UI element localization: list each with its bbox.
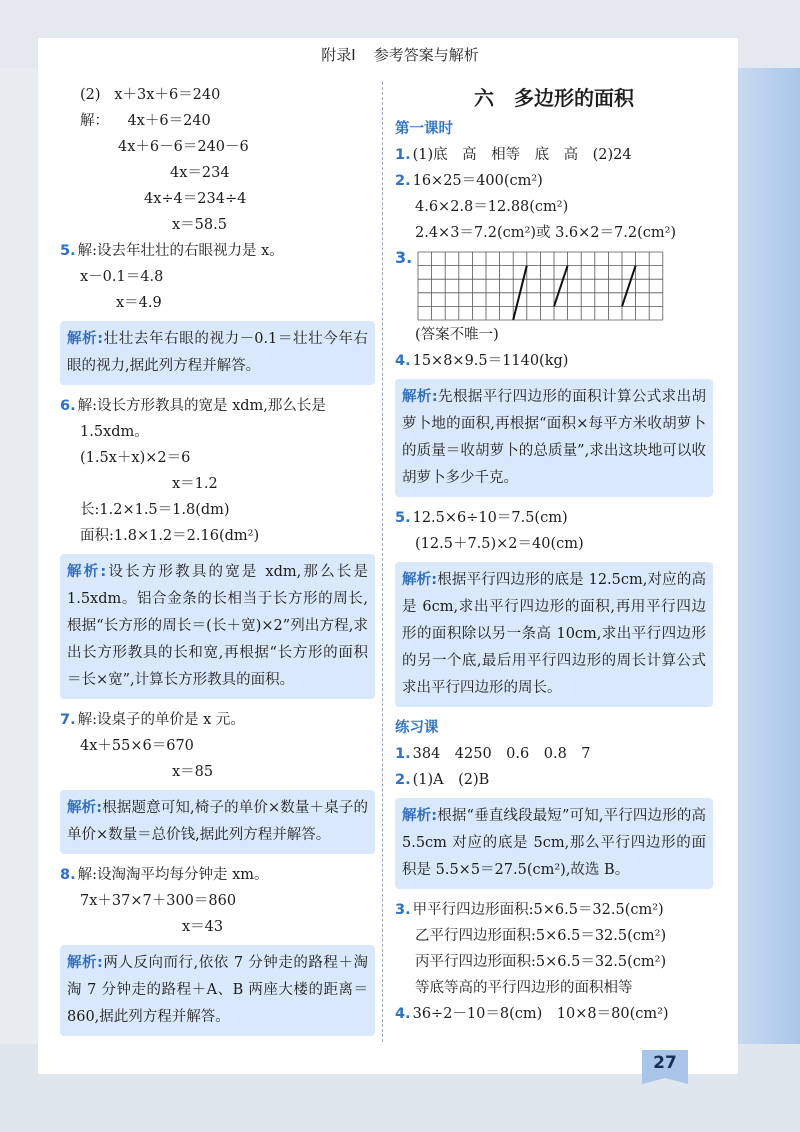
question-6 (60, 393, 375, 419)
analysis-box-8 (60, 945, 375, 1036)
analysis-text: 两人反向而行,依依 7 分钟走的路程＋淘淘 7 分钟走的路程＋A、B 两座大楼的距离＝860,据此列方程并解答。 (67, 955, 368, 1025)
answer-number: 3. (395, 902, 411, 918)
equation-step: x＝43 (182, 919, 224, 935)
answer-number: 2. (395, 772, 411, 788)
solution-line (60, 108, 375, 134)
answer-number: 2. (395, 173, 411, 189)
equation-step: x＝1.2 (172, 476, 218, 492)
answer-1 (395, 142, 713, 168)
parallelogram-side (554, 266, 568, 307)
answer-text: (1)A (2)B (412, 772, 490, 788)
analysis-label: 解析: (67, 800, 103, 816)
analysis-text: 设长方形教具的宽是 xdm,那么长是1.5xdm。铝合金条的长相当于长方形的周长,根据“长方形的周长＝(长＋宽)×2”列出方程,求出长方形教具的长和宽,再根据“长方形的面积＝长×宽”,计算长方形教具的面积。 (67, 564, 368, 688)
question-8 (60, 862, 375, 888)
analysis-label: 解析: (402, 808, 438, 824)
answer-5 (395, 505, 713, 531)
answer-2 (395, 168, 713, 194)
answer-text: 4.6×2.8＝12.88(cm²) (415, 199, 569, 215)
answer-text: 2.4×3＝7.2(cm²)或 3.6×2＝7.2(cm²) (415, 225, 677, 241)
answer-number: 4. (395, 353, 411, 369)
analysis-text: 根据平行四边形的底是 12.5cm,对应的高是 6cm,求出平行四边形的面积,再用平行四边形的面积除以另一条高 10cm,求出平行四边形的另一个底,最后用平行四边形的周长计算公式求出平行四边形的周长。 (402, 572, 706, 696)
question-number: 5. (60, 243, 76, 259)
analysis-label: 解析: (402, 572, 438, 588)
equation-step: 4x＋55×6＝670 (80, 738, 194, 754)
question-7 (60, 707, 375, 733)
question-number: 7. (60, 712, 76, 728)
analysis-text: 先根据平行四边形的面积计算公式求出胡萝卜地的面积,再根据“面积×每平方米收胡萝卜的质量＝收胡萝卜的总质量”,求出这块地可以收胡萝卜多少千克。 (402, 389, 706, 486)
analysis-box-5 (60, 321, 375, 385)
equation-step: x＝58.5 (172, 217, 227, 233)
lesson-heading: 练习课 (395, 720, 439, 736)
equation-text: x＋3x＋6＝240 (114, 87, 221, 103)
page-number: 27 (653, 1053, 677, 1073)
equation-step: x－0.1＝4.8 (80, 269, 164, 285)
analysis-text: 根据“垂直线段最短”可知,平行四边形的高 5.5cm 对应的底是 5cm,那么平行四边形的面积是 5.5×5＝27.5(cm²),故选 B。 (402, 808, 706, 878)
question-text-cont: 1.5xdm。 (80, 424, 149, 440)
right-band (738, 68, 800, 1128)
equation-step: x＝4.9 (116, 295, 162, 311)
question-text: 解:设淘淘平均每分钟走 xm。 (77, 867, 269, 883)
analysis-box-r5 (395, 562, 713, 707)
equation-problem (60, 82, 375, 108)
answer-number: 3. (395, 248, 413, 267)
answer-text: 乙平行四边形面积:5×6.5＝32.5(cm²) (415, 928, 667, 944)
equation-step: 4x÷4＝234÷4 (144, 191, 247, 207)
page-header (0, 44, 800, 65)
question-number: 6. (60, 398, 76, 414)
practice-2 (395, 767, 713, 793)
equation-step: 4x＋6＝240 (127, 113, 211, 129)
equation-step: 4x＋6－6＝240－6 (118, 139, 249, 155)
answer-text: 15×8×9.5＝1140(kg) (412, 353, 569, 369)
equation-step: 长:1.2×1.5＝1.8(dm) (80, 502, 230, 518)
equation-step: 7x＋37×7＋300＝860 (80, 893, 237, 909)
equation-label: (2) (80, 87, 101, 103)
page-number-tab (640, 1048, 690, 1082)
analysis-box-7 (60, 790, 375, 854)
solution-label: 解： (80, 113, 109, 129)
answer-text: 甲平行四边形面积:5×6.5＝32.5(cm²) (412, 902, 664, 918)
practice-1 (395, 741, 713, 767)
lesson-heading: 第一课时 (395, 121, 453, 137)
answer-number: 5. (395, 510, 411, 526)
equation-step: 4x＝234 (170, 165, 230, 181)
header-appendix: 附录Ⅰ (321, 46, 356, 64)
answer-number: 4. (395, 1006, 411, 1022)
question-5 (60, 238, 375, 264)
parallelogram-side (622, 266, 636, 307)
column-divider (382, 82, 383, 1042)
equation-step: 面积:1.8×1.2＝2.16(dm²) (80, 528, 260, 544)
answer-text: 36÷2－10＝8(cm) 10×8＝80(cm²) (412, 1006, 669, 1022)
analysis-text: 根据题意可知,椅子的单价×数量＋桌子的单价×数量＝总价钱,据此列方程并解答。 (67, 800, 368, 843)
analysis-text: 壮壮去年右眼的视力－0.1＝壮壮今年右眼的视力,据此列方程并解答。 (67, 331, 368, 374)
section-title: 六 多边形的面积 (474, 86, 634, 110)
question-text: 解:设长方形教具的宽是 xdm,那么长是 (77, 398, 326, 414)
question-number: 8. (60, 867, 76, 883)
answer-number: 1. (395, 147, 411, 163)
header-title: 参考答案与解析 (373, 46, 479, 64)
parallelogram-grid-figure (416, 250, 665, 322)
question-text: 解:设桌子的单价是 x 元。 (77, 712, 245, 728)
answer-number: 1. (395, 746, 411, 762)
analysis-box-p2 (395, 798, 713, 889)
left-column (60, 82, 375, 1044)
analysis-box-r4 (395, 379, 713, 497)
answer-text: 丙平行四边形面积:5×6.5＝32.5(cm²) (415, 954, 667, 970)
analysis-label: 解析: (402, 389, 438, 405)
analysis-box-6 (60, 554, 375, 699)
analysis-label: 解析: (67, 955, 103, 971)
answer-text: (12.5＋7.5)×2＝40(cm) (415, 536, 584, 552)
answer-4 (395, 348, 713, 374)
answer-text: 等底等高的平行四边形的面积相等 (415, 980, 633, 996)
right-column (395, 82, 713, 1027)
answer-note: (答案不唯一) (415, 327, 499, 343)
answer-3 (395, 246, 713, 322)
analysis-label: 解析: (67, 564, 107, 580)
practice-4 (395, 1001, 713, 1027)
analysis-label: 解析: (67, 331, 104, 347)
answer-text: 384 4250 0.6 0.8 7 (412, 746, 591, 762)
practice-3 (395, 897, 713, 923)
answer-text: 12.5×6÷10＝7.5(cm) (412, 510, 568, 526)
question-text: 解:设去年壮壮的右眼视力是 x。 (77, 243, 284, 259)
equation-step: x＝85 (172, 764, 214, 780)
answer-text: 16×25＝400(cm²) (412, 173, 543, 189)
answer-text: (1)底 高 相等 底 高 (2)24 (412, 147, 632, 163)
equation-step: (1.5x＋x)×2＝6 (80, 450, 191, 466)
